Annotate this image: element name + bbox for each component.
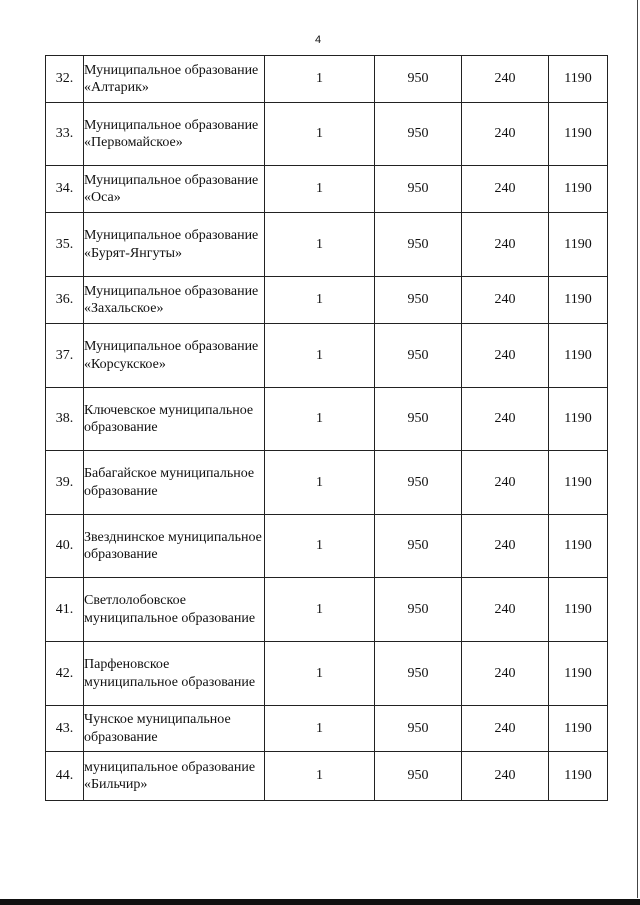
municipality-name: Чунское муниципальное образование [84,706,265,752]
count-cell: 1 [265,213,375,277]
value-1-cell: 950 [375,324,462,388]
row-number: 44. [46,752,84,801]
value-1-cell: 950 [375,706,462,752]
total-cell: 1190 [549,388,608,451]
count-cell: 1 [265,515,375,578]
value-2-cell: 240 [462,451,549,515]
total-cell: 1190 [549,103,608,166]
count-cell: 1 [265,166,375,213]
total-cell: 1190 [549,515,608,578]
table-row [46,213,608,277]
table-row [46,578,608,642]
total-cell: 1190 [549,324,608,388]
value-2-cell: 240 [462,103,549,166]
table-row [46,388,608,451]
value-2-cell: 240 [462,388,549,451]
count-cell: 1 [265,277,375,324]
total-cell: 1190 [549,451,608,515]
value-1-cell: 950 [375,166,462,213]
row-number: 40. [46,515,84,578]
municipality-name: муниципальное образование «Бильчир» [84,752,265,801]
table-row [46,642,608,706]
count-cell: 1 [265,451,375,515]
table-row [46,706,608,752]
municipality-name: Муниципальное образование «Первомайское» [84,103,265,166]
value-1-cell: 950 [375,388,462,451]
total-cell: 1190 [549,56,608,103]
value-2-cell: 240 [462,277,549,324]
row-number: 36. [46,277,84,324]
count-cell: 1 [265,103,375,166]
row-number: 32. [46,56,84,103]
total-cell: 1190 [549,166,608,213]
count-cell: 1 [265,324,375,388]
municipality-name: Бабагайское муниципальное образование [84,451,265,515]
row-number: 34. [46,166,84,213]
row-number: 43. [46,706,84,752]
value-2-cell: 240 [462,166,549,213]
value-1-cell: 950 [375,277,462,324]
row-number: 42. [46,642,84,706]
municipality-name: Муниципальное образование «Оса» [84,166,265,213]
municipality-name: Ключевское муниципальное образование [84,388,265,451]
row-number: 35. [46,213,84,277]
value-2-cell: 240 [462,752,549,801]
value-2-cell: 240 [462,578,549,642]
count-cell: 1 [265,706,375,752]
total-cell: 1190 [549,578,608,642]
municipality-table [45,55,608,801]
row-number: 41. [46,578,84,642]
page-number: 4 [314,34,322,46]
municipality-name: Звезднинское муниципальное образование [84,515,265,578]
count-cell: 1 [265,642,375,706]
value-2-cell: 240 [462,706,549,752]
value-2-cell: 240 [462,56,549,103]
row-number: 33. [46,103,84,166]
value-1-cell: 950 [375,103,462,166]
value-1-cell: 950 [375,515,462,578]
total-cell: 1190 [549,752,608,801]
scan-edge-line [637,0,638,898]
table-row [46,324,608,388]
total-cell: 1190 [549,642,608,706]
table-row [46,451,608,515]
table-row [46,277,608,324]
municipality-name: Муниципальное образование «Бурят-Янгуты» [84,213,265,277]
table-row [46,166,608,213]
table-row [46,103,608,166]
value-1-cell: 950 [375,451,462,515]
value-1-cell: 950 [375,213,462,277]
row-number: 39. [46,451,84,515]
table-row [46,752,608,801]
municipality-name: Парфеновское муниципальное образование [84,642,265,706]
total-cell: 1190 [549,213,608,277]
municipality-name: Муниципальное образование «Корсукское» [84,324,265,388]
total-cell: 1190 [549,277,608,324]
value-2-cell: 240 [462,213,549,277]
scan-bottom-border [0,899,640,905]
value-1-cell: 950 [375,752,462,801]
row-number: 38. [46,388,84,451]
value-2-cell: 240 [462,324,549,388]
count-cell: 1 [265,388,375,451]
count-cell: 1 [265,578,375,642]
table-row [46,515,608,578]
count-cell: 1 [265,752,375,801]
value-1-cell: 950 [375,56,462,103]
total-cell: 1190 [549,706,608,752]
value-2-cell: 240 [462,515,549,578]
municipality-name: Светлолобовское муниципальное образование [84,578,265,642]
value-1-cell: 950 [375,578,462,642]
table-row [46,56,608,103]
value-2-cell: 240 [462,642,549,706]
count-cell: 1 [265,56,375,103]
value-1-cell: 950 [375,642,462,706]
municipality-name: Муниципальное образование «Захальское» [84,277,265,324]
municipality-name: Муниципальное образование «Алтарик» [84,56,265,103]
row-number: 37. [46,324,84,388]
